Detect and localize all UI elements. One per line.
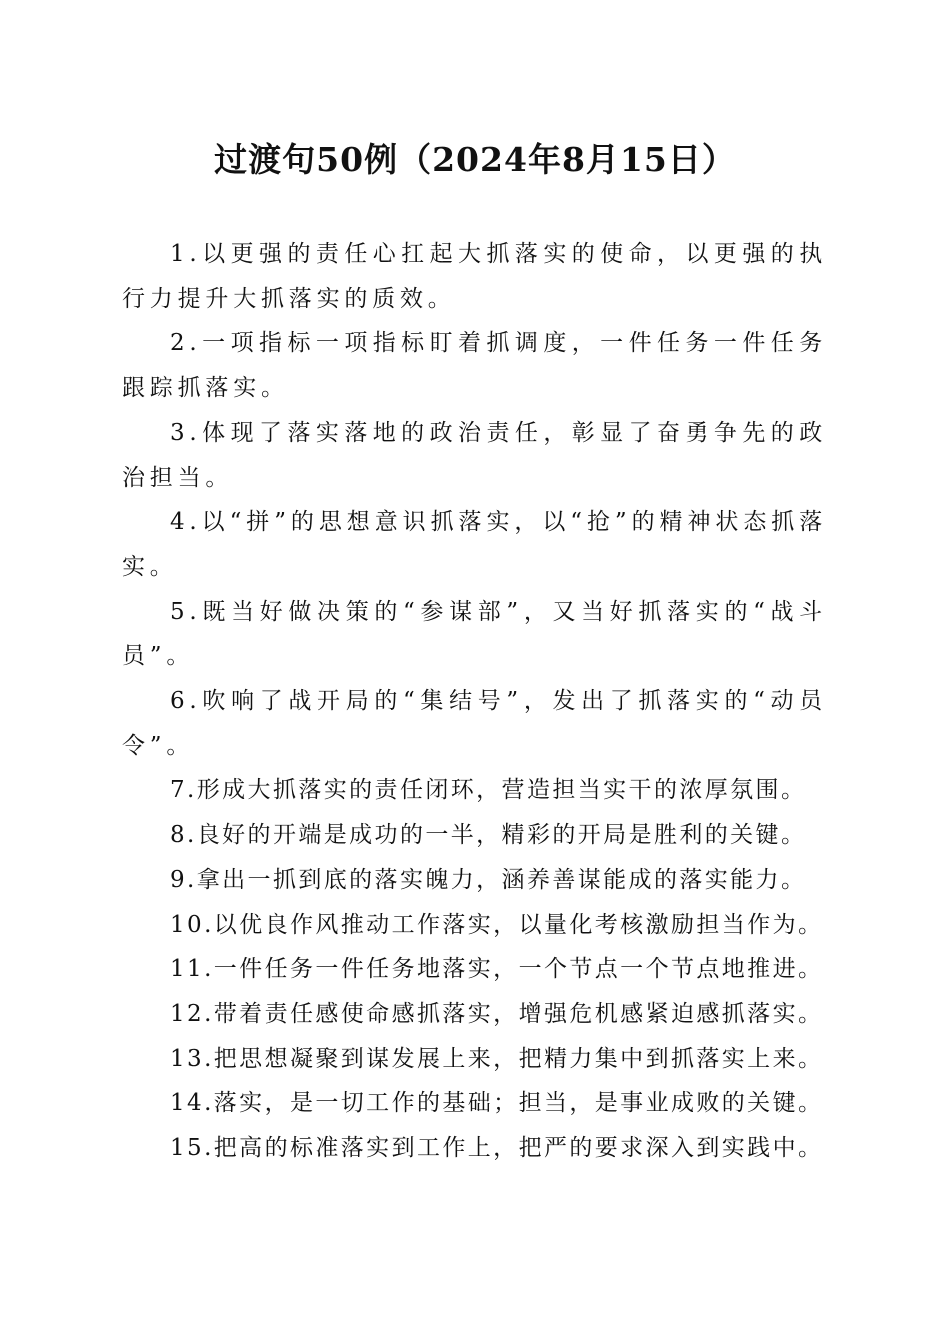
item-list: [122, 232, 827, 1171]
list-item: 1.以更强的责任心扛起大抓落实的使命，以更强的执行力提升大抓落实的质效。: [122, 241, 827, 312]
list-item: 6.吹响了战开局的“集结号”，发出了抓落实的“动员令”。: [122, 688, 827, 759]
list-item: 12.带着责任感使命感抓落实，增强危机感紧迫感抓落实。: [170, 1000, 824, 1027]
document-title: 过渡句50例（2024年8月15日）: [214, 140, 736, 179]
list-item: 13.把思想凝聚到谋发展上来，把精力集中到抓落实上来。: [170, 1045, 824, 1072]
list-item: 7.形成大抓落实的责任闭环，营造担当实干的浓厚氛围。: [170, 777, 807, 804]
list-item: 10.以优良作风推动工作落实，以量化考核激励担当作为。: [170, 911, 824, 938]
list-item: 8.良好的开端是成功的一半，精彩的开局是胜利的关键。: [170, 822, 807, 849]
list-item: 3.体现了落实落地的政治责任，彰显了奋勇争先的政治担当。: [122, 419, 827, 491]
list-item: 5.既当好做决策的“参谋部”，又当好抓落实的“战斗员”。: [122, 598, 827, 670]
list-item: 4.以“拼”的思想意识抓落实，以“抢”的精神状态抓落实。: [122, 509, 827, 580]
list-item: 11.一件任务一件任务地落实，一个节点一个节点地推进。: [170, 956, 824, 983]
list-item: 9.拿出一抓到底的落实魄力，涵养善谋能成的落实能力。: [170, 866, 807, 893]
list-item: 2.一项指标一项指标盯着抓调度，一件任务一件任务跟踪抓落实。: [122, 330, 827, 402]
list-item: 14.落实，是一切工作的基础；担当，是事业成败的关键。: [170, 1090, 824, 1117]
list-item: 15.把高的标准落实到工作上，把严的要求深入到实践中。: [170, 1135, 824, 1162]
